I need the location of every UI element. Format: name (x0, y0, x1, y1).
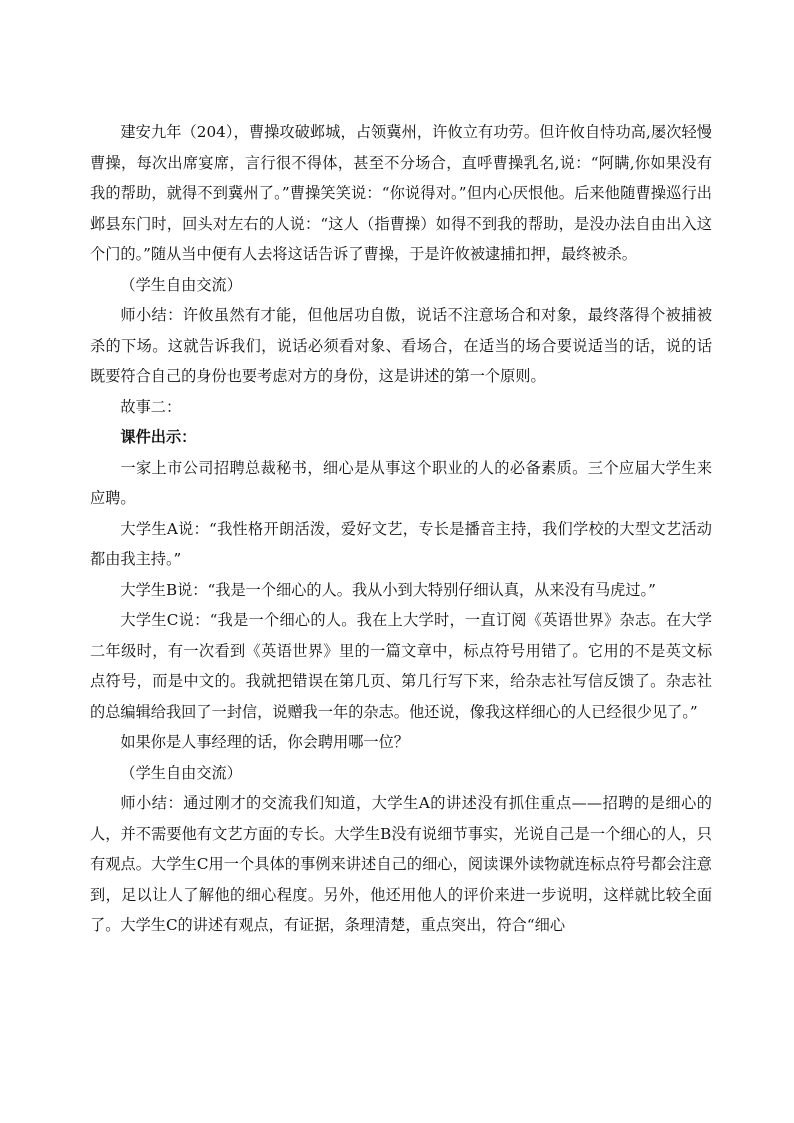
paragraph-question: 如果你是人事经理的话，你会聘用哪一位？ (120, 733, 409, 751)
paragraph-student-c: 大学生C说：“我是一个细心的人。我在上大学时，一直订阅《英语世界》杂志。在大学二年级时，有一次看到《英语世界》里的一篇文章中，标点符号用错了。它用的不是英文标点符号，而是中文的。我就把错误在第几页、第几行写下来，给杂志社写信反馈了。杂志社的总编辑给我回了一封信，说赠我一年的杂志。他还说，像我这样细心的人已经很少见了。” (90, 611, 712, 721)
paragraph-recruitment: 一家上市公司招聘总裁秘书，细心是从事这个职业的人的必备素质。三个应届大学生来应聘。 (90, 458, 712, 507)
paragraph-story-one: 建安九年（204），曹操攻破邺城，占领冀州，许攸立有功劳。但许攸自恃功高,屡次轻慢曹操，每次出席宴席，言行很不得体，甚至不分场合，直呼曹操乳名,说：“阿瞒,你如果没有我的帮助，就得不到冀州了。”曹操笑笑说：“你说得对。”但内心厌恨他。后来他随曹操巡行出邺县东门时，回头对左右的人说：“这人（指曹操）如得不到我的帮助，是没办法自由出入这个门的。”随从当中便有人去将这话告诉了曹操，于是许攸被逮捕扣押，最终被杀。 (90, 123, 712, 263)
paragraph-courseware-heading: 课件出示： (120, 428, 197, 446)
document-body (90, 117, 712, 941)
paragraph-teacher-summary: 师小结：许攸虽然有才能，但他居功自傲，说话不注意场合和对象，最终落得个被捕被杀的下场。这就告诉我们，说话必须看对象、看场合，在适当的场合要说适当的话，说的话既要符合自己的身份也要考虑对方的身份，这是讲述的第一个原则。 (90, 306, 712, 385)
paragraph-student-a: 大学生A说：“我性格开朗活泼，爱好文艺，专长是播音主持，我们学校的大型文艺活动都由我主持。” (90, 519, 712, 568)
paragraph-student-discussion-2: （学生自由交流） (120, 763, 242, 782)
paragraph-story-two-heading: 故事二： (120, 397, 182, 416)
paragraph-teacher-summary-2: 师小结：通过刚才的交流我们知道，大学生A的讲述没有抓住重点——招聘的是细心的人，并不需要他有文艺方面的专长。大学生B没有说细节事实，光说自己是一个细心的人，只有观点。大学生C用一个具体的事例来讲述自己的细心，阅读课外读物就连标点符号都会注意到，足以让人了解他的细心程度。另外，他还用他人的评价来进一步说明，这样就比较全面了。大学生C的讲述有观点，有证据，条理清楚，重点突出，符合“细心 (90, 794, 712, 934)
paragraph-student-b: 大学生B说：“我是一个细心的人。我从小到大特别仔细认真，从来没有马虎过。” (120, 580, 656, 599)
paragraph-student-discussion: （学生自由交流） (120, 275, 242, 294)
